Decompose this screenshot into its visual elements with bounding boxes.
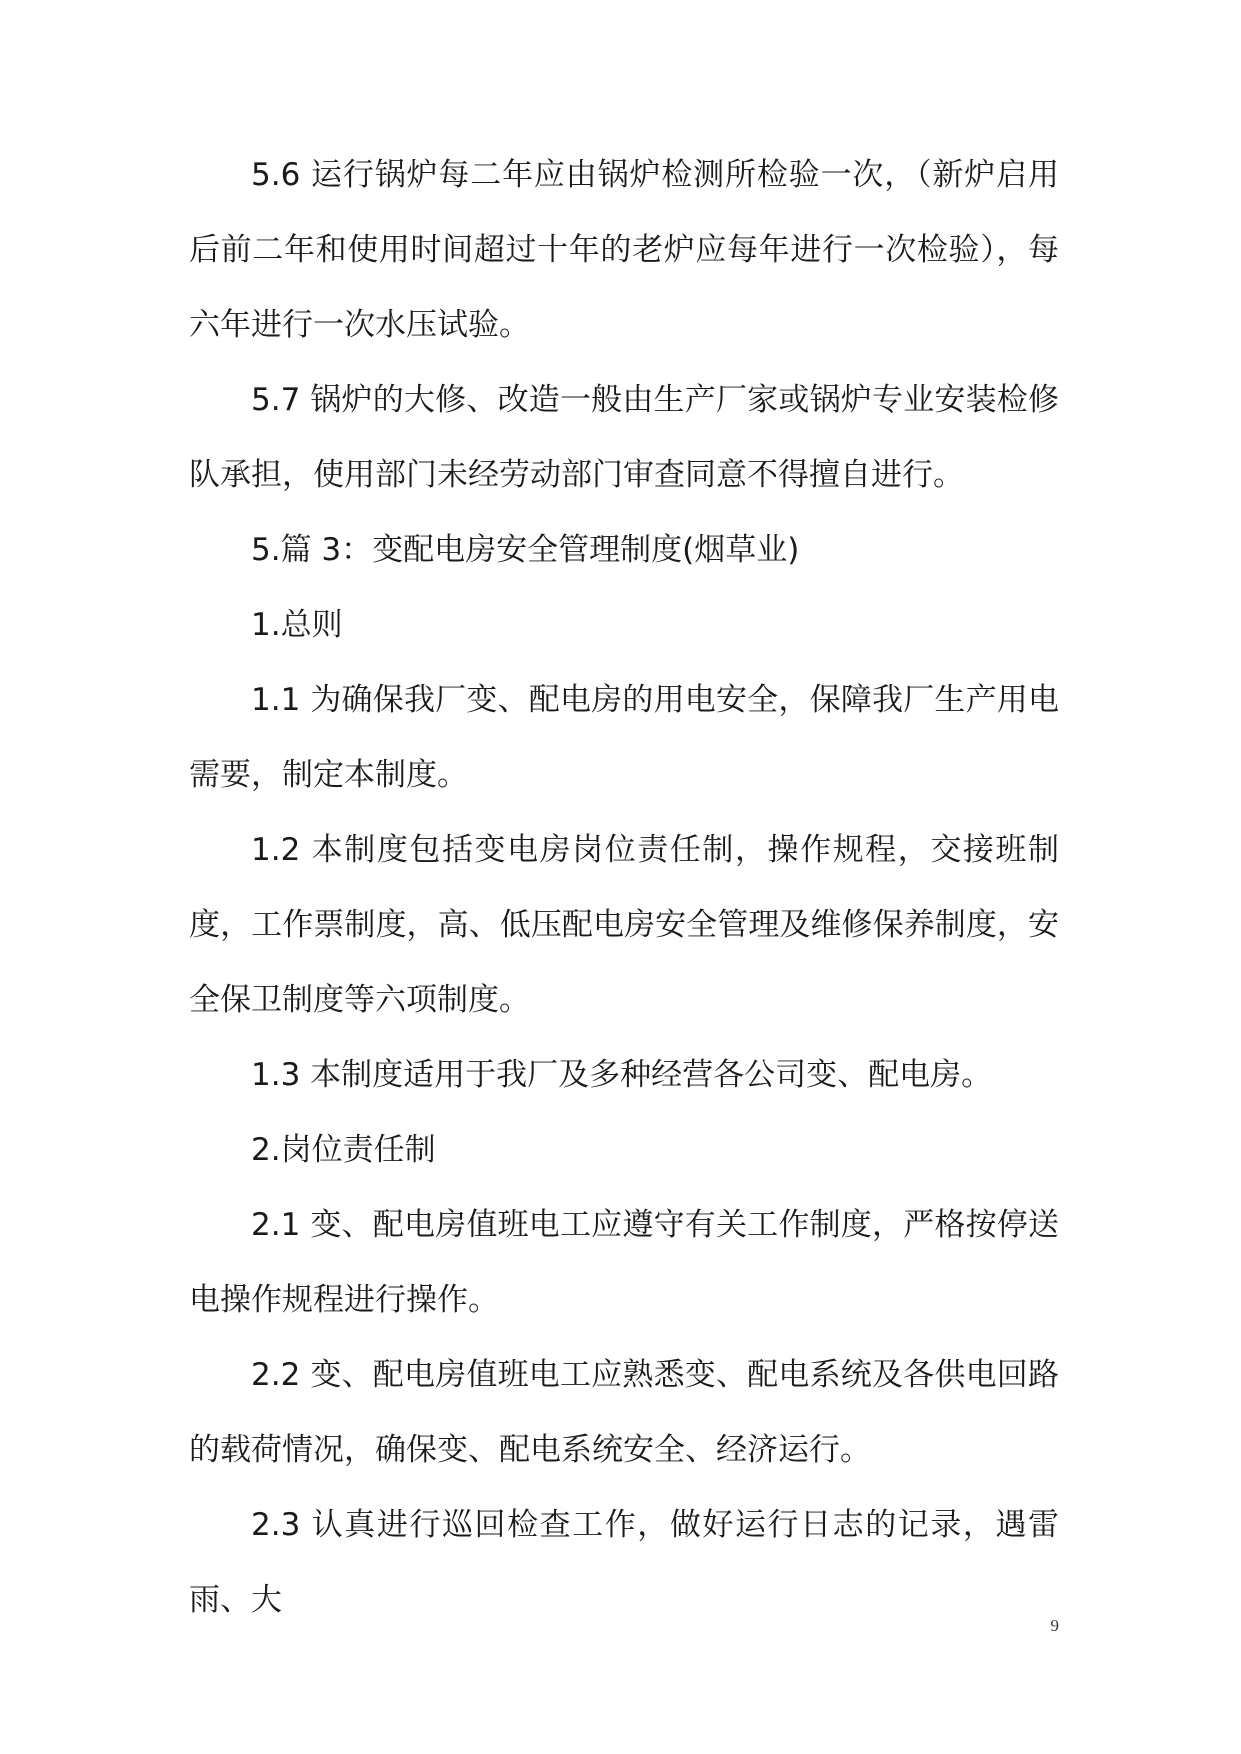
page-number: 9	[1050, 1616, 1059, 1635]
paragraph-2-2: 2.2 变、配电房值班电工应熟悉变、配电系统及各供电回路的载荷情况，确保变、配电系统安全、经济运行。	[189, 1357, 1059, 1468]
paragraph-1-3: 1.3 本制度适用于我厂及多种经营各公司变、配电房。	[251, 1057, 993, 1093]
paragraph-2-1: 2.1 变、配电房值班电工应遵守有关工作制度，严格按停送电操作规程进行操作。	[189, 1207, 1059, 1318]
paragraph-5-6: 5.6 运行锅炉每二年应由锅炉检测所检验一次，（新炉启用后前二年和使用时间超过十年的老炉应每年进行一次检验），每六年进行一次水压试验。	[189, 157, 1059, 343]
document-body	[189, 138, 1059, 1638]
paragraph-2-3: 2.3 认真进行巡回检查工作，做好运行日志的记录，遇雷雨、大	[189, 1507, 1059, 1618]
paragraph-1-1: 1.1 为确保我厂变、配电房的用电安全，保障我厂生产用电需要，制定本制度。	[189, 682, 1059, 793]
paragraph-5-7: 5.7 锅炉的大修、改造一般由生产厂家或锅炉专业安装检修队承担，使用部门未经劳动部门审查同意不得擅自进行。	[189, 382, 1059, 493]
paragraph-1-2: 1.2 本制度包括变电房岗位责任制，操作规程，交接班制度，工作票制度，高、低压配电房安全管理及维修保养制度，安全保卫制度等六项制度。	[189, 832, 1059, 1018]
heading-job-responsibility: 2.岗位责任制	[251, 1132, 436, 1168]
section-heading-part-3: 5.篇 3：变配电房安全管理制度(烟草业)	[251, 532, 800, 568]
heading-general-provisions: 1.总则	[251, 607, 343, 643]
